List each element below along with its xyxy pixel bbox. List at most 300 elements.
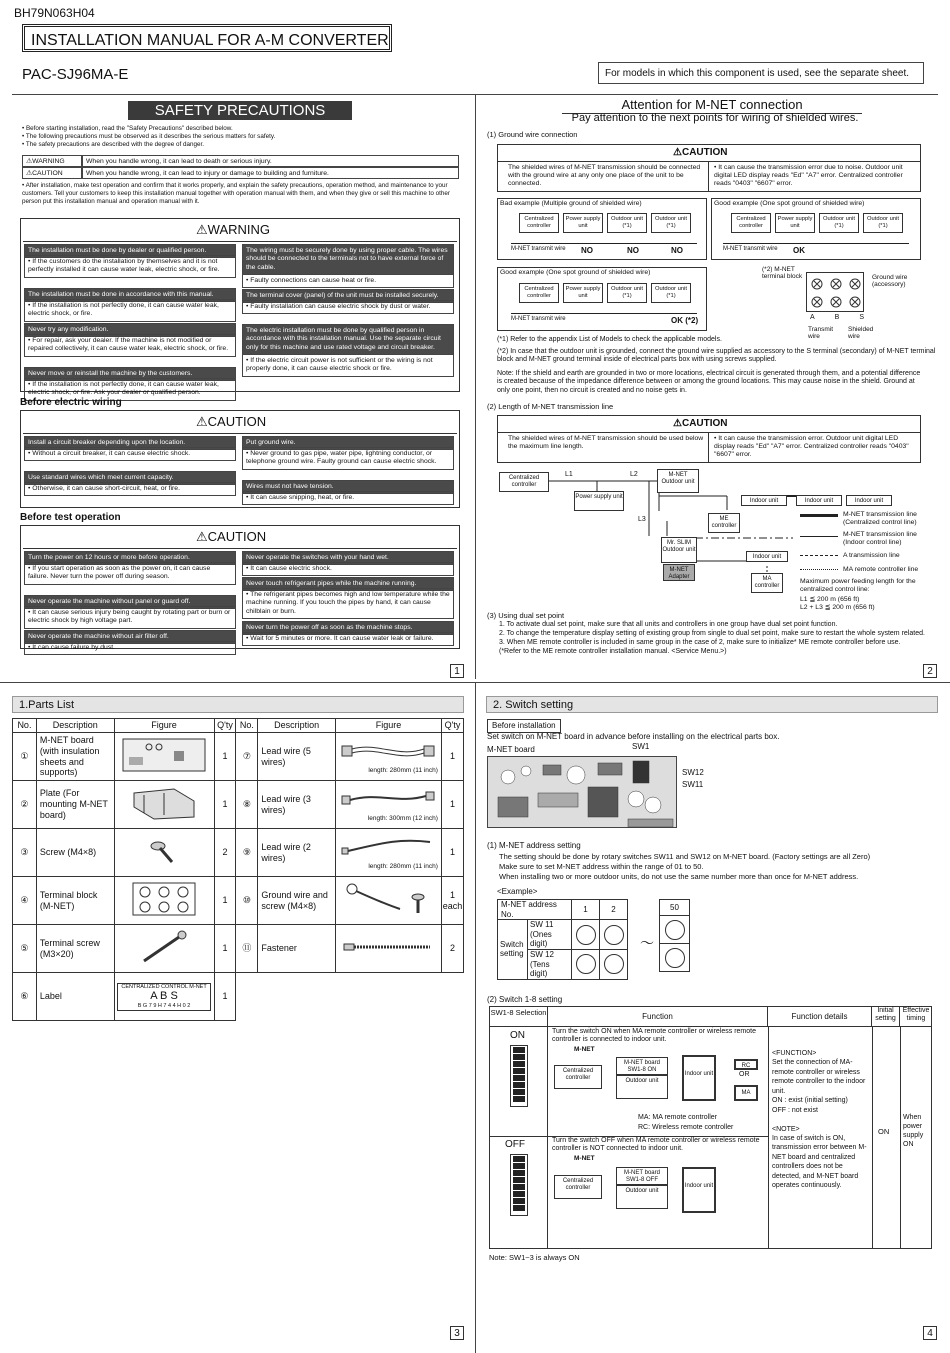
- page-number: 3: [450, 1326, 464, 1340]
- transmit-wire-label: M-NET transmit wire: [723, 246, 778, 252]
- rotary-cell: [600, 949, 628, 979]
- caution-triangle-icon: ⚠: [196, 414, 208, 429]
- max-length-l2l3: L2 + L3 ≦ 200 m (656 ft): [800, 604, 875, 611]
- model-number: PAC-SJ96MA-E: [22, 66, 129, 83]
- on-label: ON: [510, 1030, 525, 1041]
- terminal-block-figure: [806, 272, 864, 312]
- part-description: Screw (M4×8): [36, 829, 114, 877]
- address-text: [499, 852, 939, 882]
- precaution-heading: Never move or reinstall the machine by the customers.: [24, 367, 236, 381]
- divider: [708, 432, 709, 462]
- transmit-line: [511, 243, 697, 244]
- power-supply-unit-box: Power supply unit: [574, 491, 624, 511]
- address-value: 2: [600, 900, 628, 920]
- col-figure: Figure: [114, 719, 214, 733]
- function-details: <FUNCTION> Set the connection of MA-remote controller or wireless remote controller to the indoor unit. ON : exist (initial setting) OFF : not exist <NOTE> In case of switch is ON, transmission error between M-NET board and centralized controllers does not be detected, and M-NET board operates continuously.: [772, 1050, 867, 1190]
- transmit-line: [511, 313, 697, 314]
- rotary-switch-icon: [576, 954, 596, 974]
- result-label: NO: [627, 246, 639, 255]
- length-heading: (2) Length of M-NET transmission line: [487, 402, 614, 411]
- sw1-label: SW1: [632, 742, 650, 751]
- part-description: Lead wire (3 wires): [258, 781, 336, 829]
- label-top-text: CENTRALIZED CONTROL M-NET: [121, 983, 207, 990]
- precaution-heading: Never operate the machine without air filter off.: [24, 630, 236, 644]
- col-figure: Figure: [336, 719, 442, 733]
- note-1: (*1) Refer to the appendix List of Models to check the applicable models.: [497, 336, 722, 343]
- before-installation-text: Set switch on M-NET board in advance before installing on the electrical parts box.: [487, 732, 780, 741]
- unit-box: Outdoor unit (*1): [651, 283, 691, 303]
- screw-icon: [144, 836, 184, 866]
- mnet-label: M-NET: [574, 1046, 595, 1053]
- precaution-heading: Never turn the power off as soon as the machine stops.: [242, 621, 454, 635]
- part-description: Plate (For mounting M-NET board): [36, 781, 114, 829]
- terminal-s: S: [859, 314, 864, 321]
- parts-list-heading: 1.Parts List: [12, 696, 464, 713]
- part-no: ⑤: [13, 925, 37, 973]
- terminal-b: B: [834, 314, 840, 321]
- caution-triangle-icon: ⚠: [26, 170, 33, 177]
- sw12-digit-label: SW 12 (Tens digit): [528, 949, 572, 979]
- centralized-controller-box: Centralized controller: [554, 1065, 602, 1089]
- warning-definition: When you handle wrong, it can lead to death or serious injury.: [82, 155, 459, 167]
- part-qty: 1 each: [441, 877, 463, 925]
- dip-switch-off-icon: [510, 1154, 528, 1216]
- page-number: 2: [923, 664, 937, 678]
- precaution-body: • Faulty connections can cause heat or fire.: [242, 274, 454, 288]
- address-text-2: Make sure to set M-NET address within the range of 01 to 50.: [499, 862, 704, 872]
- address-text-1: The setting should be done by rotary switches SW11 and SW12 on M-NET board. (Factory settings are all Zero): [499, 852, 871, 861]
- after-installation-text: • After installation, make test operation and confirm that it works properly, and explain the safety precautions, operation method, and maintenance to your customers. Tell your customers to keep this installation manual together with operation manual with them, and when they give or sell this machine to other person put this installation manual and operation manual with it.: [22, 182, 450, 206]
- step-2: 2. To change the temperature display setting of existing group from single to dual set point, make sure to restart the whole system related.: [499, 630, 925, 638]
- tilde-separator: 〜: [640, 935, 654, 951]
- switch18-table: [489, 1006, 932, 1249]
- transmit-wire-label: M-NET transmit wire: [511, 316, 566, 322]
- part-qty: 2: [441, 925, 463, 973]
- unit-box: Centralized controller: [731, 213, 771, 233]
- precaution-body: • Never ground to gas pipe, water pipe, lightning conductor, or telephone ground wire. Faulty ground can cause electric shock.: [242, 447, 454, 470]
- part-qty: 1: [214, 733, 236, 781]
- address-no-label: M-NET address No.: [498, 900, 572, 920]
- indoor-unit-box: Indoor unit: [796, 495, 842, 506]
- divider: [23, 548, 457, 549]
- l1-label: L1: [565, 471, 573, 478]
- intro-line: • The safety precautions are described with the degree of danger.: [22, 141, 205, 149]
- precaution-heading: The terminal cover (panel) of the unit must be installed securely.: [242, 289, 454, 303]
- caution-definition: When you handle wrong, it can lead to injury or damage to building and furniture.: [82, 167, 459, 179]
- precaution-heading: Never operate the switches with your hand wet.: [242, 551, 454, 565]
- dual-setpoint-heading: (3) Using dual set point: [487, 611, 565, 620]
- max-length-l1: L1 ≦ 200 m (656 ft): [800, 596, 860, 603]
- warning-heading: [196, 222, 270, 238]
- caution-triangle-icon: ⚠: [673, 147, 682, 158]
- part-figure: [114, 877, 214, 925]
- unit-box: Power supply unit: [775, 213, 815, 233]
- rotary-switch-icon: [665, 920, 685, 940]
- part-figure: [114, 973, 214, 1021]
- caution-text: CAUTION: [681, 418, 728, 429]
- fastener-icon: [338, 937, 438, 957]
- address-heading: (1) M-NET address setting: [487, 841, 581, 850]
- precaution-body: • For repair, ask your dealer. If the machine is not modified or repaired collectively, it can cause water leak, electric shock, or fire.: [24, 334, 236, 357]
- caution-label: CAUTION: [32, 170, 63, 177]
- precaution-body: • If the customers do the installation by themselves and it is not perfectly installed it can cause water leak, electric shock, or fire.: [24, 255, 236, 278]
- precaution-body: • The refrigerant pipes becomes high and low temperature while the machine running. If you touch the pipes by hand, it can cause chilblain or burn.: [242, 588, 454, 619]
- legend-line-dotted: [800, 569, 838, 570]
- me-controller-box: ME controller: [708, 513, 740, 533]
- rotary-cell: [600, 920, 628, 950]
- switch18-heading: (2) Switch 1-8 setting: [487, 995, 563, 1004]
- part-description: Fastener: [258, 925, 336, 973]
- precaution-body: • It can cause electric shock.: [242, 562, 454, 576]
- result-label: OK: [793, 246, 805, 255]
- transmit-wire-label: Transmit wire: [808, 326, 834, 341]
- ground-wire-icon: [338, 879, 438, 919]
- terminal-block-icon: [129, 879, 199, 919]
- parts-table: [12, 718, 464, 1021]
- mnet-outdoor-unit-box: M-NET Outdoor unit: [657, 469, 699, 493]
- mnet-label: M-NET: [574, 1155, 595, 1162]
- divider: [23, 241, 457, 242]
- precaution-body: • It can cause serious injury being caught by rotating part or burn or electric shock by high voltage part.: [24, 606, 236, 629]
- precaution-heading: Put ground wire.: [242, 436, 454, 450]
- unit-box: Power supply unit: [563, 283, 603, 303]
- divider: [498, 432, 920, 433]
- caution-heading: [673, 418, 728, 430]
- part-no: ①: [13, 733, 37, 781]
- mnet-subheading: Pay attention to the next points for wiring of shielded wires.: [571, 112, 859, 124]
- example-label: <Example>: [497, 887, 538, 896]
- part-qty: 1: [214, 781, 236, 829]
- rotary-cell: [572, 949, 600, 979]
- part-figure: [114, 733, 214, 781]
- part-figure: [114, 829, 214, 877]
- legend-1: M-NET transmission line (Centralized control line): [843, 511, 917, 526]
- rotary-cell: [660, 944, 690, 972]
- intro-line: • The following precautions must be observed as it describes the serious matters for safety.: [22, 133, 276, 141]
- ground-wire-heading: (1) Ground wire connection: [487, 130, 578, 139]
- part-qty: 1: [441, 733, 463, 781]
- wire-length: length: 280mm (11 inch): [368, 767, 438, 775]
- precaution-body: • Faulty installation can cause electric shock by dust or water.: [242, 300, 454, 314]
- off-function-text: Turn the switch OFF when MA remote controller or wireless remote controller is NOT connected to indoor unit.: [552, 1137, 760, 1152]
- caution-label-cell: [22, 167, 82, 179]
- terminal-a: A: [810, 314, 815, 321]
- table-row: [13, 781, 464, 829]
- col-no: No.: [236, 719, 258, 733]
- part-no: ⑥: [13, 973, 37, 1021]
- divider: [872, 1027, 873, 1248]
- warning-heading-text: WARNING: [207, 222, 271, 237]
- divider: [708, 161, 709, 191]
- outdoor-unit-box: Outdoor unit: [616, 1185, 668, 1209]
- centralized-controller-box: Centralized controller: [499, 472, 549, 492]
- indoor-unit-box: Indoor unit: [682, 1055, 716, 1101]
- col-qty: Q'ty: [214, 719, 236, 733]
- unit-box: Outdoor unit (*1): [863, 213, 903, 233]
- precaution-heading: Never operate the machine without panel or guard off.: [24, 595, 236, 609]
- address-table-50: [659, 899, 690, 972]
- mounting-plate-icon: [124, 783, 204, 823]
- part-no: ⑧: [236, 781, 258, 829]
- wire-length: length: 280mm (11 inch): [368, 863, 438, 871]
- table-row: [13, 829, 464, 877]
- part-figure: [336, 781, 442, 829]
- before-test-heading: Before test operation: [20, 512, 121, 523]
- precaution-heading: Install a circuit breaker depending upon the location.: [24, 436, 236, 450]
- precaution-heading: Wires must not have tension.: [242, 480, 454, 494]
- switch-setting-heading: 2. Switch setting: [486, 696, 938, 713]
- l3-label: L3: [638, 516, 646, 523]
- part-qty: 1: [214, 925, 236, 973]
- on-function-text: Turn the switch ON when MA remote controller or wireless remote controller is connected to indoor unit.: [552, 1028, 756, 1043]
- legend-line-dashdot: [800, 555, 838, 556]
- page-title: INSTALLATION MANUAL FOR A-M CONVERTER: [31, 32, 389, 49]
- safety-heading: SAFETY PRECAUTIONS: [128, 101, 352, 120]
- col-qty: Q'ty: [441, 719, 463, 733]
- before-wiring-heading: Before electric wiring: [20, 397, 122, 408]
- part-no: ③: [13, 829, 37, 877]
- caution-1-left: The shielded wires of M-NET transmission should be connected with the ground wire at any only one place of the unit to be connected.: [508, 164, 701, 188]
- lead-wire-2-icon: [338, 834, 438, 860]
- slim-outdoor-unit-box: Mr. SLIM Outdoor unit: [661, 537, 697, 563]
- divider: [768, 1027, 769, 1248]
- doc-code: BH79N063H04: [14, 6, 95, 20]
- result-label: NO: [671, 246, 683, 255]
- effective-timing: When power supply ON: [903, 1114, 924, 1149]
- caution-heading-text: CAUTION: [207, 529, 267, 544]
- note-noise: Note: If the shield and earth are grounded in two or more locations, electrical circuit is generated through them, and a potential difference is created because of the impedance difference between or among the ground locations. This may cause noise in the shield. Ground at only one point, then no circuit is created and no noise gets in.: [497, 370, 921, 394]
- ma-controller-box: MA controller: [751, 573, 783, 593]
- table-row: [13, 925, 464, 973]
- caution-text: CAUTION: [681, 147, 728, 158]
- part-qty: 1: [214, 973, 236, 1021]
- part-figure: [336, 925, 442, 973]
- caution-triangle-icon: ⚠: [196, 529, 208, 544]
- part-description: Terminal block (M-NET): [36, 877, 114, 925]
- precaution-body: • Without a circuit breaker, it can cause electric shock.: [24, 447, 236, 461]
- address-text-3: When installing two or more outdoor units, do not use the same number more than once for M-NET address.: [499, 872, 859, 882]
- address-value: 50: [660, 900, 690, 916]
- precaution-heading: Turn the power on 12 hours or more before operation.: [24, 551, 236, 565]
- caution-heading-text: CAUTION: [207, 414, 267, 429]
- mnet-adapter-box: M-NET Adapter: [663, 564, 695, 581]
- label-figure: [117, 983, 211, 1011]
- outdoor-unit-box: Outdoor unit: [616, 1075, 668, 1099]
- col-selection: SW1-8 Selection: [490, 1007, 548, 1027]
- precaution-body: • If the electric circuit power is not sufficient or the wiring is not properly done, it can cause electric shock or fire.: [242, 354, 454, 377]
- centralized-controller-box: Centralized controller: [554, 1175, 602, 1199]
- max-length-text: Maximum power feeding length for the centralized control line:: [800, 578, 916, 593]
- part-qty: 2: [214, 829, 236, 877]
- step-1: 1. To activate dual set point, make sure that all units and controllers in one group have dual set point function.: [499, 621, 838, 628]
- part-figure: [336, 829, 442, 877]
- caution-heading: [196, 414, 266, 430]
- precaution-body: • If the installation is not perfectly done, it can cause water leak, electric shock, or fire.: [24, 299, 236, 322]
- part-qty: 1: [441, 781, 463, 829]
- circuit-board-icon: [488, 757, 678, 829]
- part-qty: 1: [214, 877, 236, 925]
- models-note: For models in which this component is used, see the separate sheet.: [598, 62, 924, 84]
- terminal-screws-icon: [807, 273, 865, 313]
- unit-box: Centralized controller: [519, 213, 559, 233]
- warning-triangle-icon: ⚠: [26, 158, 33, 165]
- mnet-heading: Attention for M-NET connection: [562, 97, 862, 114]
- column-divider: [475, 683, 476, 1353]
- address-value: 1: [572, 900, 600, 920]
- divider: [900, 1027, 901, 1248]
- caution-heading: [673, 147, 728, 159]
- dip-switch-on-icon: [510, 1045, 528, 1107]
- ma-note: MA: MA remote controller: [638, 1114, 717, 1121]
- indoor-unit-box: Indoor unit: [846, 495, 892, 506]
- rotary-cell: [660, 916, 690, 944]
- sw12-label: SW12: [682, 768, 704, 777]
- legend-line-thick: [800, 514, 838, 517]
- switch-setting-label: Switch setting: [498, 920, 528, 980]
- good-example-label: Good example (One spot ground of shielded wire): [500, 269, 651, 276]
- divider: [498, 161, 920, 162]
- page-number: 4: [923, 1326, 937, 1340]
- precaution-heading: Use standard wires which meet current capacity.: [24, 471, 236, 485]
- warning-label: WARNING: [32, 158, 65, 165]
- divider: [23, 433, 457, 434]
- table-row: [13, 733, 464, 781]
- lead-wire-3-icon: [338, 786, 438, 812]
- precaution-body: • It can cause snipping, heat, or fire.: [242, 491, 454, 505]
- parts-body: [13, 733, 464, 1021]
- empty-cell: [236, 973, 464, 1021]
- part-no: ⑨: [236, 829, 258, 877]
- note-2: (*2) In case that the outdoor unit is grounded, connect the ground wire supplied as accessory to the S terminal (secondary) of M-NET terminal block and M-NET ground terminal inside of electrical parts box with using screws supplied.: [497, 348, 936, 364]
- rotary-switch-icon: [604, 954, 624, 974]
- precaution-heading: Never touch refrigerant pipes while the machine running.: [242, 577, 454, 591]
- lead-wire-5-icon: [338, 738, 438, 764]
- part-description: Terminal screw (M3×20): [36, 925, 114, 973]
- unit-box: Outdoor unit (*1): [651, 213, 691, 233]
- terminal-block-label: (*2) M-NET terminal block: [762, 266, 803, 281]
- result-label: OK (*2): [671, 316, 699, 325]
- table-row: [13, 973, 464, 1021]
- col-timing: Effective timing: [900, 1007, 932, 1027]
- address-table: [497, 899, 628, 980]
- table-row: [13, 877, 464, 925]
- part-figure: [336, 733, 442, 781]
- col-function: Function: [548, 1007, 768, 1027]
- rc-box: RC: [734, 1059, 758, 1070]
- legend-4: MA remote controller line: [843, 566, 919, 573]
- precaution-body: • Wait for 5 minutes or more. It can cause water leak or failure.: [242, 632, 454, 646]
- unit-box: Outdoor unit (*1): [607, 213, 647, 233]
- part-description: Label: [36, 973, 114, 1021]
- rotary-switch-icon: [576, 925, 596, 945]
- part-no: ④: [13, 877, 37, 925]
- col-no: No.: [13, 719, 37, 733]
- indoor-unit-box: Indoor unit: [746, 551, 788, 562]
- precaution-body: • If the installation is not perfectly done, it can cause water leak, electric shock, or fire. Ask your dealer or qualified person.: [24, 378, 236, 401]
- legend-2: M-NET transmission line (Indoor control line): [843, 531, 917, 546]
- col-description: Description: [36, 719, 114, 733]
- mnet-board-icon: [119, 735, 209, 775]
- transmit-wire-label: M-NET transmit wire: [511, 246, 566, 252]
- part-figure: [114, 925, 214, 973]
- mnet-board-off-box: M-NET board SW1-8 OFF: [616, 1167, 668, 1185]
- terminal-letters: [810, 314, 864, 322]
- legend-3: A transmission line: [843, 552, 900, 559]
- unit-box: Centralized controller: [519, 283, 559, 303]
- label-code-text: B G 7 9 H 7 4 4 H 0 2: [137, 1003, 191, 1010]
- caution-1-right: • It can cause the transmission error due to noise. Outdoor unit digital LED display reads "Ed" "A7" error. Centralized controller reads "0403" "6607" error.: [714, 164, 903, 188]
- unit-box: Outdoor unit (*1): [607, 283, 647, 303]
- part-figure: [114, 781, 214, 829]
- col-initial: Initial setting: [872, 1007, 900, 1027]
- part-description: Lead wire (2 wires): [258, 829, 336, 877]
- transmit-line: [723, 243, 909, 244]
- step-3: 3. When ME remote controller is included in same group in the case of 2, make sure to initialize* ME remote controller before use.: [499, 639, 901, 647]
- rotary-switch-icon: [665, 948, 685, 968]
- switch-note: Note: SW1~3 is always ON: [489, 1253, 580, 1262]
- initial-setting: ON: [878, 1127, 890, 1136]
- indoor-unit-box: Indoor unit: [741, 495, 787, 506]
- col-description: Description: [258, 719, 336, 733]
- mnet-caution-1: [497, 144, 921, 192]
- precaution-body: • Otherwise, it can cause short-circuit, heat, or fire.: [24, 482, 236, 496]
- rotary-switch-icon: [604, 925, 624, 945]
- part-description: M-NET board (with insulation sheets and supports): [36, 733, 114, 781]
- precaution-body: • If you start operation as soon as the power on, it can cause failure. Never turn the power off during season.: [24, 562, 236, 585]
- warning-triangle-icon: ⚠: [196, 222, 208, 237]
- part-no: ②: [13, 781, 37, 829]
- mnet-board-on-box: M-NET board SW1-8 ON: [616, 1057, 668, 1075]
- label-abs-text: A B S: [150, 990, 178, 1003]
- precaution-heading: The installation must be done in accordance with this manual.: [24, 288, 236, 302]
- sw11-digit-label: SW 11 (Ones digit): [528, 920, 572, 950]
- board-label: M-NET board: [487, 745, 535, 754]
- sw11-label: SW11: [682, 780, 704, 789]
- precaution-heading: The installation must be done by dealer or qualified person.: [24, 244, 236, 258]
- page-number: 1: [450, 664, 464, 678]
- unit-box: Outdoor unit (*1): [819, 213, 859, 233]
- rc-note: RC: Wireless remote controller: [638, 1124, 734, 1131]
- terminal-screw-icon: [134, 927, 194, 967]
- part-no: ⑩: [236, 877, 258, 925]
- mnet-caution-2: [497, 415, 921, 463]
- part-no: ⑪: [236, 925, 258, 973]
- part-no: ⑦: [236, 733, 258, 781]
- precaution-heading: The electric installation must be done by qualified person in accordance with this installation manual. Use the separate circuit only for this machine and use rated voltage and circuit breaker.: [242, 324, 454, 355]
- warning-label-cell: [22, 155, 82, 167]
- wire-length: length: 300mm (12 inch): [367, 815, 438, 823]
- precaution-heading: The wiring must be securely done by using proper cable. The wires should be connected to the terminals not to have external force of the cable.: [242, 244, 454, 275]
- mnet-board-figure: [487, 756, 677, 828]
- shielded-wire-label: Shielded wire: [848, 326, 874, 341]
- or-label: OR: [739, 1071, 750, 1078]
- ma-box: MA: [734, 1085, 758, 1101]
- rotary-cell: [572, 920, 600, 950]
- dual-setpoint-steps: [499, 620, 929, 656]
- good-example-label: Good example (One spot ground of shielded wire): [714, 200, 865, 207]
- precaution-body: • It can cause failure by dust.: [24, 641, 236, 655]
- step-4: (*Refer to the ME remote controller installation manual. <Service Menu.>): [499, 648, 727, 656]
- legend-line-thin: [800, 536, 838, 537]
- col-details: Function details: [768, 1007, 872, 1027]
- unit-box: Power supply unit: [563, 213, 603, 233]
- before-installation-tag: Before installation: [487, 719, 561, 733]
- off-label: OFF: [505, 1139, 525, 1150]
- caution-2-right: • It can cause the transmission error. Outdoor unit digital LED display reads "Ed" "A7" error. Centralized controller reads "0403" "6607" error.: [714, 435, 909, 459]
- result-label: NO: [581, 246, 593, 255]
- part-figure: [336, 877, 442, 925]
- ground-wire-label: Ground wire (accessory): [872, 274, 908, 289]
